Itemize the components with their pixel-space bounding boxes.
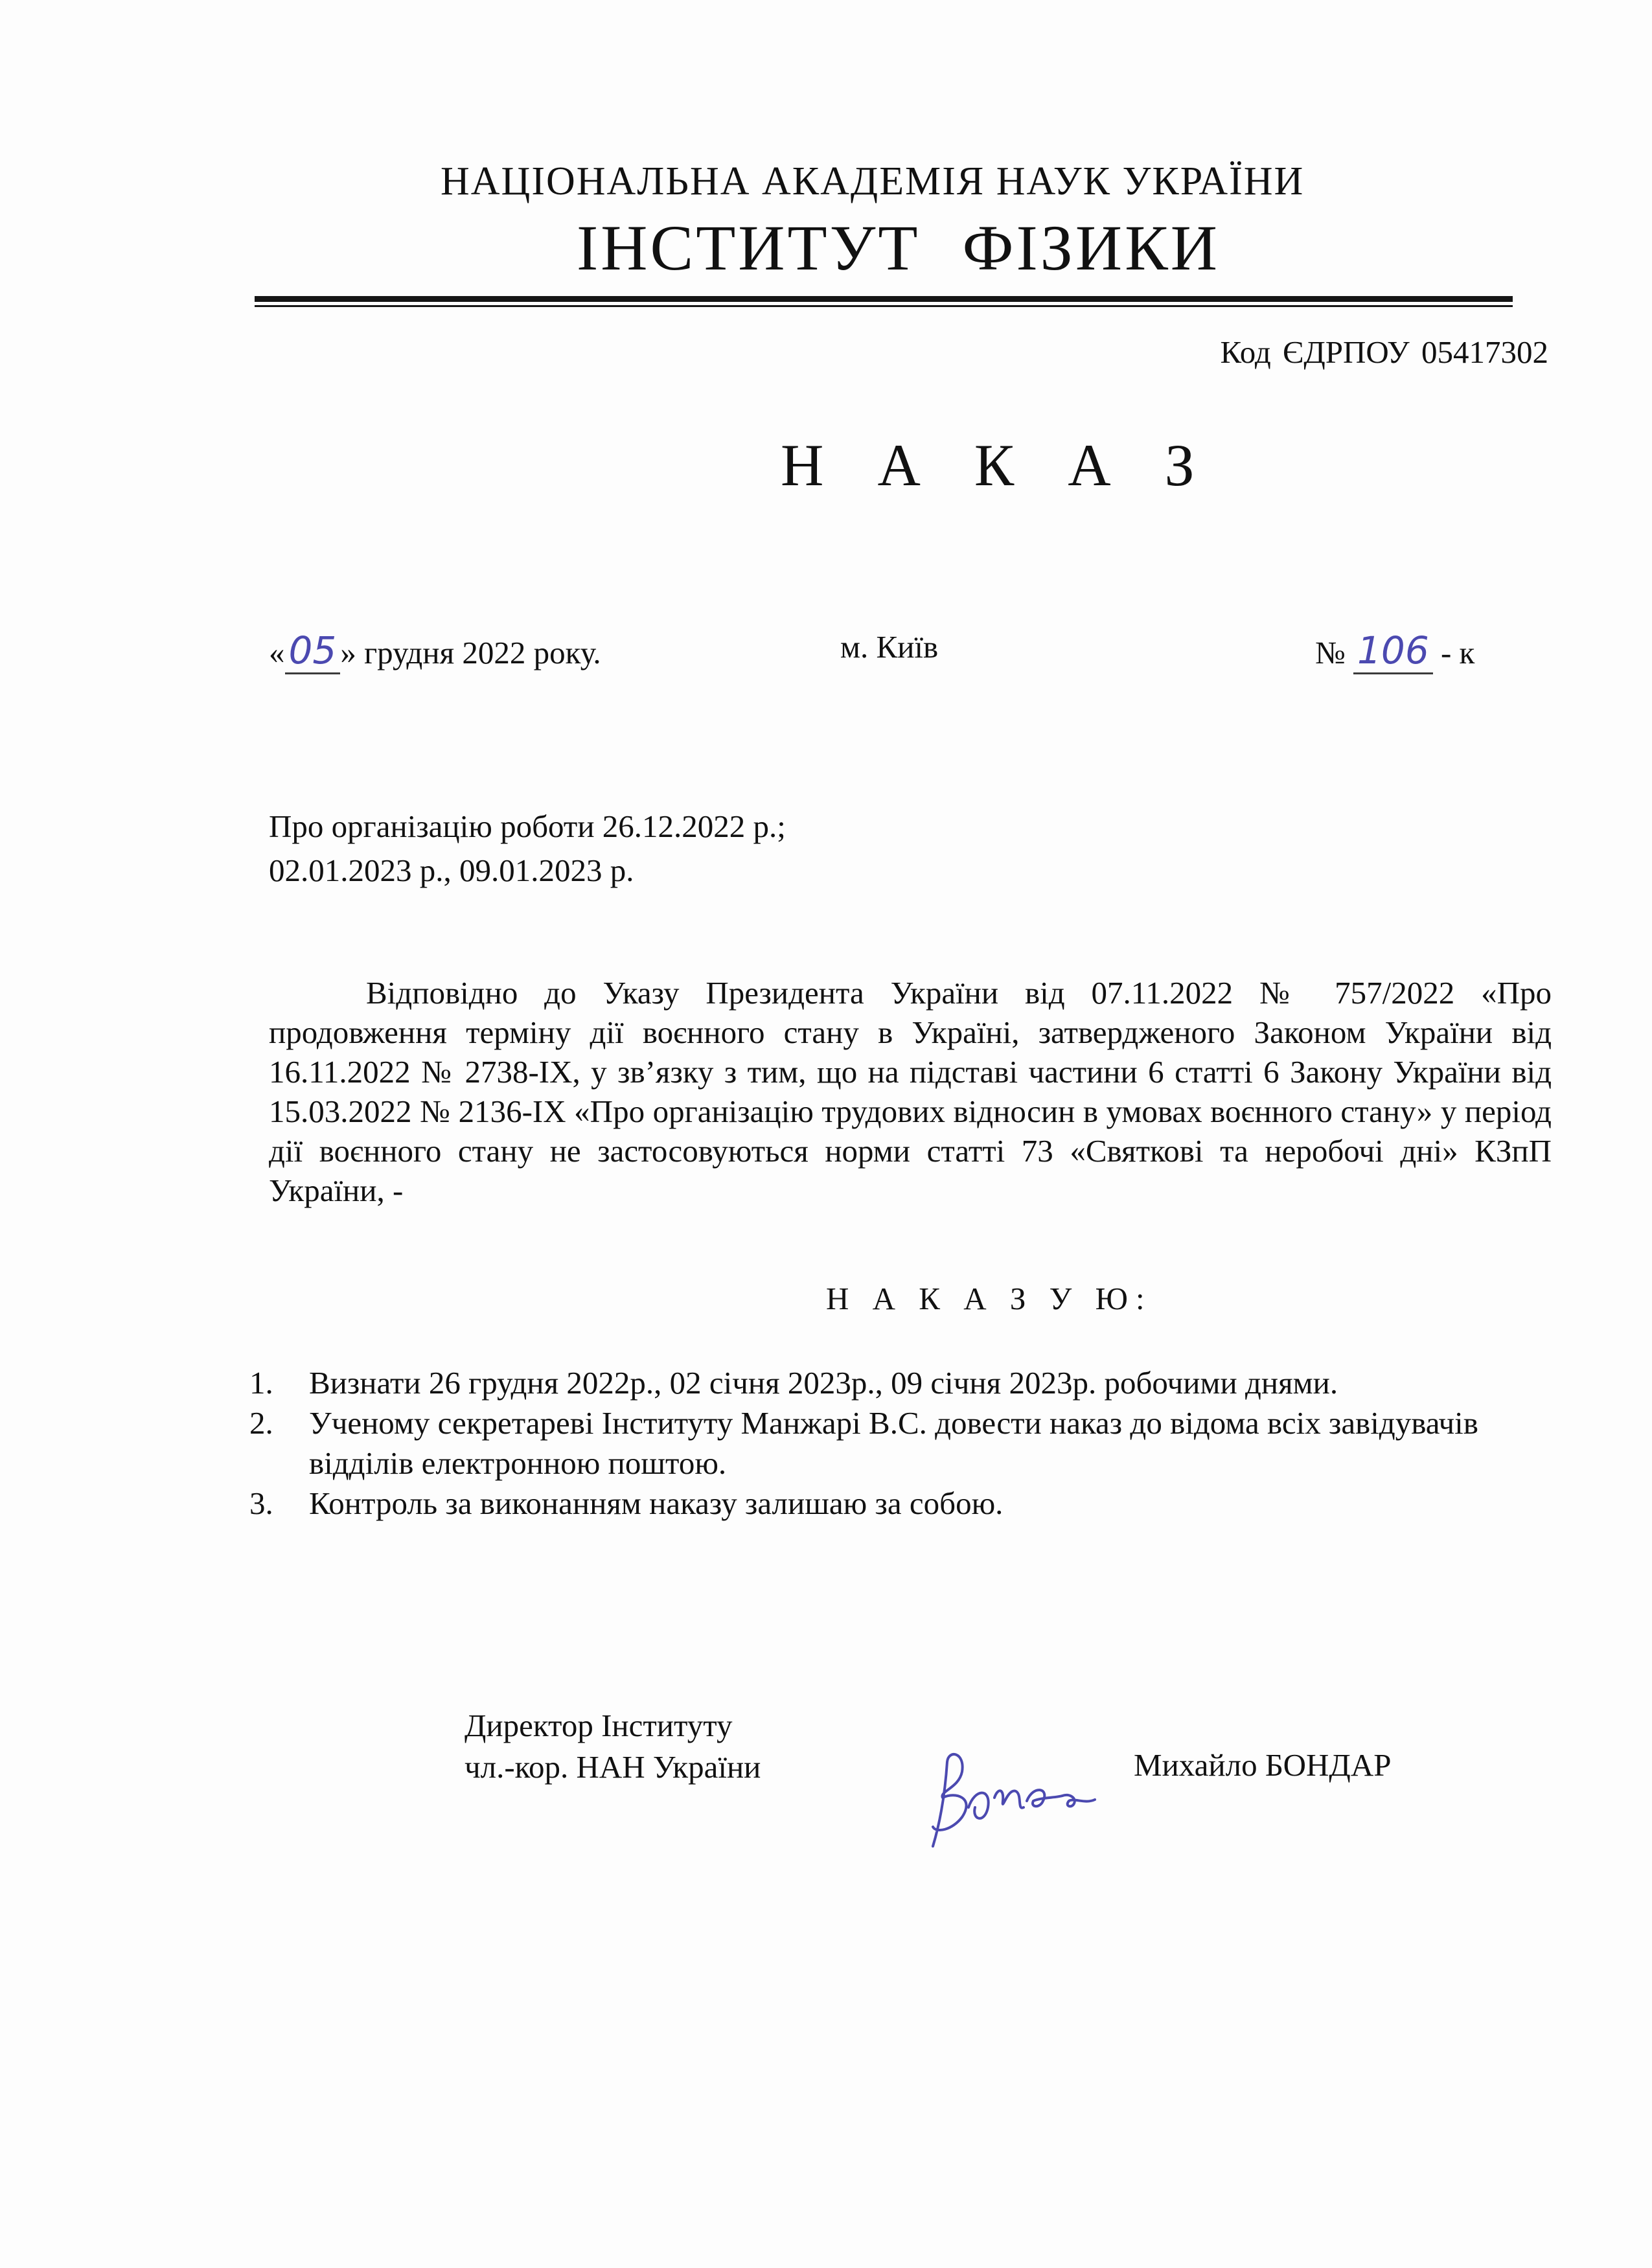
order-item-text: Визнати 26 грудня 2022р., 02 січня 2023р., 09 січня 2023р. робочими днями. (309, 1365, 1338, 1401)
signatory-title-line-1: Директор Інституту (465, 1708, 733, 1743)
order-item-number: 2. (249, 1405, 273, 1441)
order-item (249, 1403, 1545, 1483)
number-prefix: № (1315, 635, 1346, 670)
handwritten-day: 05 (285, 628, 341, 674)
organization-name: НАЦІОНАЛЬНА АКАДЕМІЯ НАУК УКРАЇНИ (441, 159, 1305, 203)
order-list (249, 1363, 1545, 1524)
order-number (1315, 628, 1474, 674)
subject-line-2: 02.01.2023 р., 09.01.2023 р. (269, 853, 634, 888)
order-item-text: Контроль за виконанням наказу залишаю за собою. (309, 1485, 1004, 1521)
signatory-name: Михайло БОНДАР (1134, 1747, 1392, 1783)
order-item-text: Ученому секретареві Інституту Манжарі В.С. довести наказ до відома всіх завідувачів відділів електронною поштою. (309, 1405, 1478, 1481)
signatory-title-line-2: чл.-кор. НАН України (465, 1749, 761, 1785)
edrpou-code: Код ЄДРПОУ 05417302 (1220, 334, 1548, 370)
signatory-title (465, 1705, 761, 1788)
date-month-year: » грудня 2022 року. (340, 635, 601, 670)
handwritten-signature (907, 1736, 1114, 1866)
preamble-paragraph: Відповідно до Указу Президента України від 07.11.2022 № 757/2022 «Про продовження терміну дії воєнного стану в Україні, затвердженого Законом України від 16.11.2022 № 2738-IX, у зв’язку з тим, що на підставі частини 6 статті 6 Закону України від 15.03.2022 № 2136-IX «Про організацію трудових відносин в умовах воєнного стану» у період дії воєнного стану не застосовуються норми статті 73 «Святкові та неробочі дні» КЗпП України, - (269, 975, 1552, 1208)
document-type-title: Н А К А З (781, 432, 1214, 498)
number-suffix: - к (1440, 635, 1475, 670)
order-item (249, 1483, 1545, 1524)
order-item (249, 1363, 1545, 1403)
order-subject (269, 805, 786, 893)
order-item-number: 3. (249, 1485, 273, 1521)
order-heading: Н А К А З У Ю: (826, 1281, 1153, 1316)
header-divider-thick (255, 296, 1513, 302)
institute-name: ІНСТИТУТ ФІЗИКИ (577, 212, 1221, 284)
date-open-quote: « (269, 635, 285, 670)
order-item-number: 1. (249, 1365, 273, 1401)
header-divider-thin (255, 305, 1513, 307)
order-city: м. Київ (840, 629, 939, 665)
subject-line-1: Про організацію роботи 26.12.2022 р.; (269, 808, 786, 844)
order-date (269, 628, 601, 674)
handwritten-number: 106 (1353, 628, 1433, 674)
